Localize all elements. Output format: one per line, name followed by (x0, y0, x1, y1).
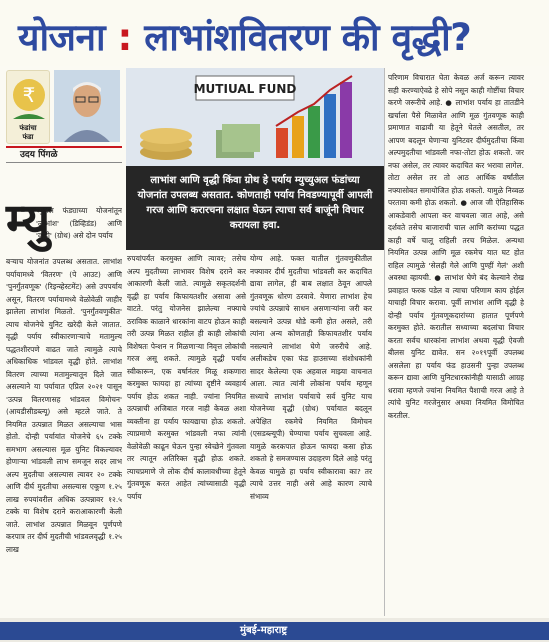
column-divider (384, 68, 385, 616)
footer-label: मुंबई-महाराष्ट्र (240, 625, 288, 636)
mutual-fund-sign: MUTIUAL FUND (193, 82, 297, 96)
author-photo (54, 70, 120, 142)
article-col4: परिणाम विचारात घेता केवळ अर्ज करून त्यावर सही करण्याऐवढे हे सोपे नसून काही गोष्टींचा विचार करणे जरूरीचे आहे. ● लाभांश पर्याय हा तातडीने खर्चाला पैसे मिळावेत आणि मूळ गुंतवणूक काही प्रमाणात वाढावी या हेतूने घेतले असतील, तर आपण बदलून घेणाऱ्या युनिटवर दीर्घमुदतीचा किंवा अल्पमुदतीचा भांडवली नफा-तोटा होऊ शकतो. जर नफा असेल, तर त्यावर कदाचित कर भरावा लागेल. तोटा असेल तर तो आठ आर्थिक वर्षांतील नफ्यासोबत समायोजित होऊ शकतो. यामुळे निव्वळ परतावा कमी होऊ शकतो. ● आज जी ऐतिहासिक आकडेवारी आपला कर वाचवला जात आहे, असे दर्शवते तसेच बाजाराची चाल आणि करांच्या पद्धत काही वर्षे चालू राहिली तरच मिळेल. अन्यथा नियमित उत्पन्न आणि मूळ रकमेच यात घट होत राहिल त्यामुळे 'सेलही गेले आणि पुण्हीं गेलं' अशी अवस्था व्हायची. ● लाभांश घेणे बंद केल्याने रोख प्रवाहात फरक पडेल व त्याचा परिणाम काय होईल याचाही विचार करावा. पूर्वी लाभांश आणि वृद्धी हे दोन्ही पर्याय गुंतवणूकदारांच्या हातात पूर्णपणे करमुक्त होते. करातील सध्याच्या बदलांचा विचार करता सर्वच धारकांना लाभांश अथवा वृद्धी ऐवजी बीलस युनिट द्यावेत. सन २०१९पूर्वी उपलब्ध असलेला हा पर्याय फंड हाउसनी पुन्हा उपलब्ध करून द्यावा आणि युनिटधारकांनीही यासाठी आग्रह धरावा म्हणजे ज्यांना नियमित पैशाची गरज आहे ते त्यांचे युनिट गरजेनुसार अथवा नियमित विमोचित करतील. (388, 73, 524, 420)
headline (18, 10, 471, 61)
mutual-fund-image (126, 68, 384, 168)
headline-part2: लाभांशवितरण की वृद्धी? (144, 16, 472, 59)
article-col2: रुपयांपर्यंत करमुक्त आणि त्यावर; तसेच अल्प मुदतीच्या लाभावर विशेष दराने कर आकारणी केली जाते. त्यामुळे सकृतदर्शनी वृद्धी हा पर्याय किफायतशीर असावा असे वाटते. परंतु योजनेस झालेल्या नफ्याचे ठराविक काळाने धारकांना वाटप होऊन काही तरी उत्पन्न मिळत राहील ही काही लोकांची विशेषतः पेन्शन न मिळणाऱ्या निवृत्त लोकांची गरज असू शकते. त्यामुळे वृद्धी पर्याय स्वीकारून, एक वर्षानंतर मिळू शकणारा करमुक्त फायदा हा त्यांच्या दृष्टीने व्यवहार्य पर्याय होऊ शकत नाही. ज्यांना नियमित उत्पन्नाची अजिबात गरज नाही केवळ अशा व्यक्तीना हा पर्याय फायद्याचा होऊ शकतो. त्याप्रमाणे करमुक्त भांडवली नफा त्यांनी वेळोवेळी काढून घेऊन पुन्हा स्वेच्छेने गुंतवला तर त्यातून अतिरिक्त वृद्धी होऊ शकते. त्याचप्रमाणे जे लोक दीर्घ कालावधीच्या हेतूने गुंतवणूक करत आहेत त्यांच्यासाठी वृद्धी पर्याय (127, 254, 246, 501)
rupee-plant-icon (7, 71, 51, 123)
pull-quote: लाभांश आणि वृद्धी किंवा ग्रोथ हे पर्याय म्युच्युअल फंडांच्या योजनांत उपलब्ध असतात. कोणताही पर्याय निवडण्यापूर्वी आपली गरज आणि करारचना लक्षात घेऊन त्याचा सर्व बाजूंनी विचार करायला हवा. (126, 166, 384, 250)
author-name: उदय पिंगळे (20, 150, 58, 160)
headline-bar (0, 0, 549, 66)
article-col3: योग्य आहे. फक्त यातील गुंतवणुकीतील नफ्यावर दीर्घ मुदतीचा भांडवली कर कदाचित द्यावा लागेल, ही बाब लक्षात ठेवून आपले गुंतवणूक धोरण ठरवावे. येणारा लाभांश हेच ज्यांचे उत्पन्नाचे साधन असणाऱ्यांना जरी कर बसल्याने उत्पन्न थोडे कमी होत असले, तरी त्यांना अन्य कोणताही किफायतशीर पर्याय नसल्याने लाभांश घेणे जरुरीचे आहे. अलीकडेच एका फंड हाउसच्या संशोधकांनी सादर केलेल्या एक अहवाल माझ्या वाचनात आला. त्यात त्यांनी लोकांना पर्याय म्हणून सध्याचे लाभांश पर्यायाचे सर्व युनिट याच योजनेच्या वृद्धी (ग्रोथ) पर्यायात बदलून अपेक्षित रकमेचे नियमित विमोचन (एसडब्ल्यूपी) घेण्याचा पर्याय सुचवला आहे. यामुळे करकपात होऊन फायदा कसा होऊ शकतो हे समजण्यास उदाहरण दिले आहे परंतु केवळ यामुळे हा पर्याय स्वीकारावा का? तर त्याचे उत्तर नाही असे आहे कारण त्याचे संभाव्य (250, 254, 372, 501)
svg-text:₹: ₹ (22, 83, 36, 107)
article-col1-intro: च्युअल फंड्याच्या योजनांतून 'लाभांश' (डिव्हिडंड) आणि 'वृद्धी' (ग्रोथ) असे दोन पर्याय (36, 206, 122, 240)
headline-part1: योजना (18, 16, 106, 59)
headline-separator: : (105, 16, 145, 59)
drop-cap: म्यु (6, 193, 51, 250)
column-logo-label: फंडांचा फंडा (19, 124, 37, 141)
article-col1: बऱ्याच योजनांत उपलब्ध असतात. लाभांश पर्यायामध्ये 'वितरण' (पे आउट) आणि 'पुनर्गुंतवणूक' (रिइन्व्हेस्टमेंट) असे उपपर्याय असून, वितरण पर्यायामध्ये वेळोवेळी जाहीर झालेला लाभांश मिळतो. 'पुनर्गुंतवणुकीत' त्याच योजनेचे युनिट खरेदी केले जातात. वृद्धी पर्याय स्वीकारणाऱ्याचे मतामुल्य पद्धतशीरपणे वाढत जाते त्यामुळे त्याचे अधिकाधिक भांडवल वृद्धी होते. लाभांश वितरण त्याच्या मतामुल्यातून दिले जात असल्याने या पर्यायात एप्रिल २०२१ पासून 'उत्पन्न वितरणासह भांडवल विमोचन' (आयडीसीडब्ल्यू) असे म्हटले जाते. ते नियमित उत्पन्नात मिळत असल्याचा भास होतो. दोन्ही पर्यायांत योजनेचे ६५ टक्के समभाग असल्यास मूळ युनिट विकल्यावर होणाऱ्या भांडवली लाभ समजून सदर लाभ अल्प मुदतीचा असल्यास त्यावर २० टक्के आणि दीर्घ मुदतीचा असल्यास एकूण १.२५ लाख रुपयांवरील अधिक उत्पन्नावर १२.५ टक्के या विशेष दराने कराआकारणी केली जाते. लाभांश उत्पन्नात मिळवून पूर्णपणे करपात्र तर दीर्घ मुदतीची भांडवलवृद्धी १.२५ लाख (6, 257, 122, 554)
